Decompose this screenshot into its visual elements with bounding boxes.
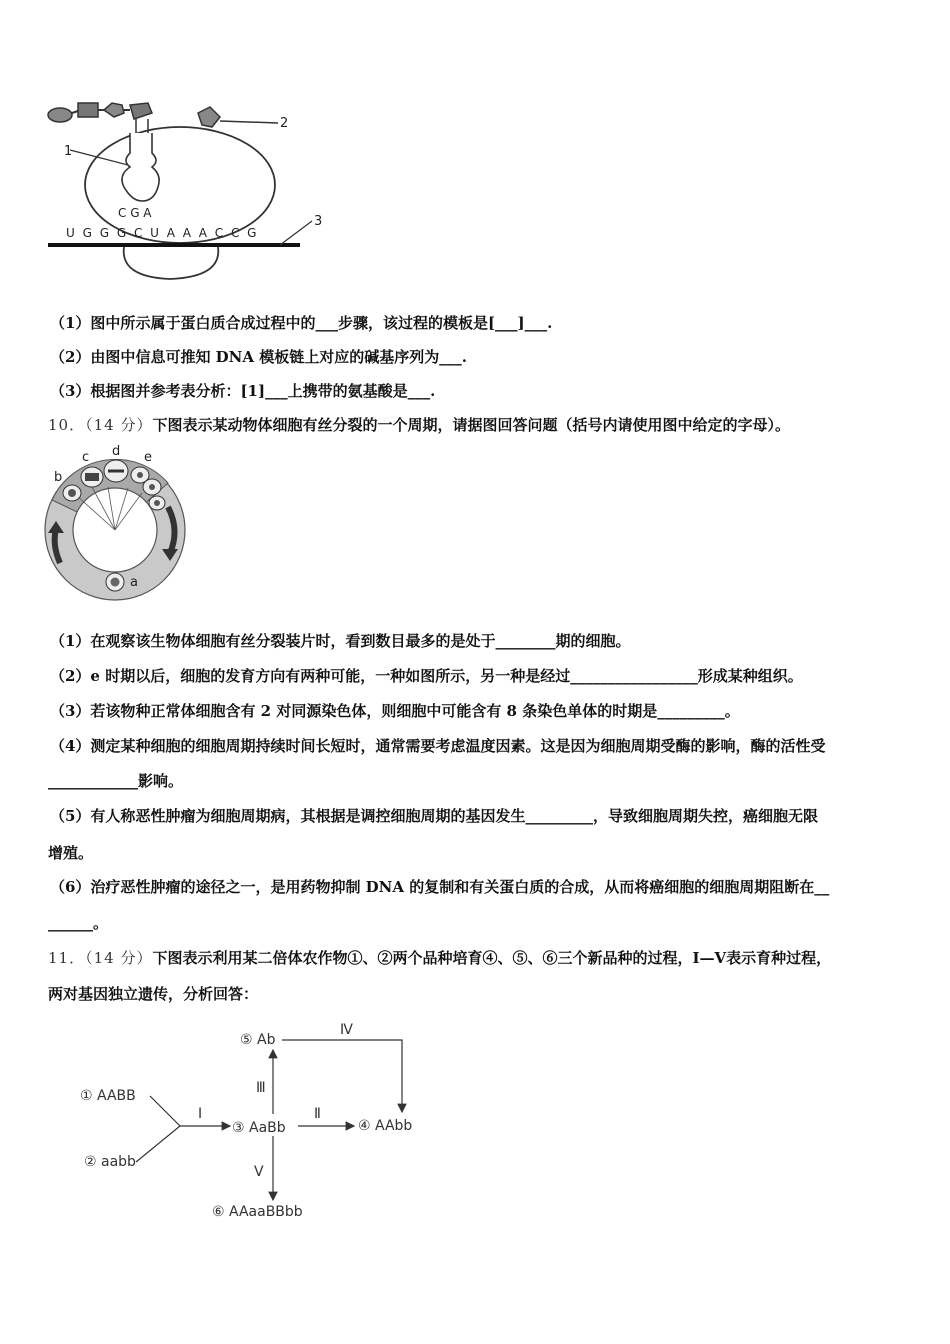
q10-line-4: （4）测定某种细胞的细胞周期持续时间长短时，通常需要考虑温度因素。这是因为细胞周期受酶的影响，酶的活性受 [50, 737, 826, 755]
step-1: Ⅰ [198, 1106, 203, 1122]
step-2: Ⅱ [314, 1106, 321, 1122]
anticodon: C G A [118, 206, 152, 220]
q11-title: 下图表示利用某二倍体农作物①、②两个品种培育④、⑤、⑥三个新品种的过程，Ⅰ—Ⅴ表示育种过程， [152, 949, 832, 967]
q10-line-3: （3）若该物种正常体细胞含有 2 对同源染色体，则细胞中可能含有 8 条染色单体的时期是_________。 [50, 702, 740, 720]
q10-line-5-cont: 增殖。 [48, 844, 94, 862]
step-3: Ⅲ [256, 1080, 266, 1096]
node-3: ③ AaBb [232, 1120, 286, 1136]
amino-acid-4 [130, 103, 152, 119]
translation-figure [40, 95, 340, 295]
trna [122, 133, 159, 201]
label-a: a [130, 575, 138, 590]
q10-line-1: （1）在观察该生物体细胞有丝分裂装片时，看到数目最多的是处于________期的细胞。 [50, 632, 631, 650]
amino-acid-1 [48, 108, 72, 122]
q10-title: 下图表示某动物体细胞有丝分裂的一个周期，请据图回答问题（括号内请使用图中给定的字母）。 [152, 416, 790, 434]
q9-line-1: （1）图中所示属于蛋白质合成过程中的___步骤，该过程的模板是[___]___. [50, 314, 553, 332]
label-3: 3 [314, 214, 323, 229]
q9-line-2: （2）由图中信息可推知 DNA 模板链上对应的碱基序列为___. [50, 348, 467, 366]
label-1: 1 [64, 144, 73, 159]
label-b: b [54, 470, 63, 485]
node-4: ④ AAbb [358, 1118, 413, 1134]
label-e: e [144, 450, 152, 465]
q10-heading [48, 414, 790, 435]
ribosome-small-subunit [124, 247, 219, 279]
node-1: ① AABB [80, 1088, 136, 1104]
breeding-diagram [70, 1020, 450, 1230]
node-6: ⑥ AAaaBBbb [212, 1204, 303, 1220]
q9-line-3: （3）根据图并参考表分析：[1]___上携带的氨基酸是___. [50, 382, 436, 400]
amino-acid-3 [104, 103, 124, 117]
label-d: d [112, 445, 121, 459]
mrna-sequence: U G G G C U A A A C C G [66, 226, 259, 240]
q10-number: 10．（14 分） [48, 416, 153, 434]
q10-line-5: （5）有人称恶性肿瘤为细胞周期病，其根据是调控细胞周期的基因发生_________，导致细胞周期失控，癌细胞无限 [50, 807, 818, 825]
node-2: ② aabb [84, 1154, 136, 1170]
q11-title-cont: 两对基因独立遗传，分析回答： [48, 985, 259, 1003]
q10-line-6: （6）治疗恶性肿瘤的途径之一，是用药物抑制 DNA 的复制和有关蛋白质的合成，从而将癌细胞的细胞周期阻断在__ [50, 878, 830, 896]
q11-heading [48, 947, 831, 968]
step-5: Ⅴ [254, 1164, 264, 1180]
q11-number: 11．（14 分） [48, 949, 153, 967]
node-5: ⑤ Ab [240, 1032, 276, 1048]
q10-line-2: （2）e 时期以后，细胞的发育方向有两种可能，一种如图所示，另一种是经过_________________形成某种组织。 [50, 667, 803, 685]
label-c: c [82, 450, 90, 465]
step-4: Ⅳ [340, 1022, 353, 1038]
label-2: 2 [280, 116, 289, 131]
q10-line-6-cont: ______。 [48, 914, 109, 932]
amino-acid-free [198, 107, 220, 127]
amino-acid-2 [78, 103, 98, 117]
q10-line-4-cont: ____________影响。 [48, 772, 184, 790]
cell-cycle-figure [40, 445, 200, 605]
